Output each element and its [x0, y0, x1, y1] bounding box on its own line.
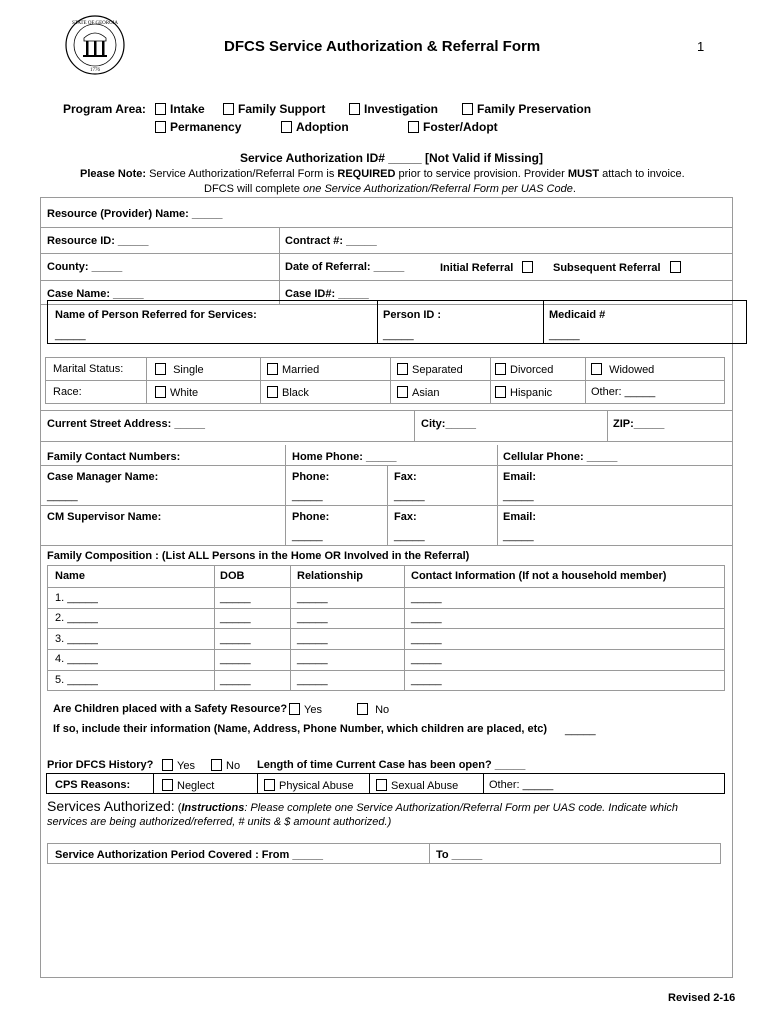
cps-option-physical-abuse[interactable]: Physical Abuse [264, 779, 354, 792]
prior-history-label: Prior DFCS History? [47, 759, 154, 771]
checkbox-icon [155, 103, 166, 115]
checkbox-icon [357, 703, 368, 715]
family-row-contact[interactable]: _____ [411, 633, 442, 645]
program-option-investigation[interactable]: Investigation [349, 102, 438, 116]
family-row-contact[interactable]: _____ [411, 653, 442, 665]
case-id-field[interactable]: Case ID#: _____ [285, 288, 369, 300]
checkbox-icon [349, 103, 360, 115]
program-area-label: Program Area: [63, 102, 146, 116]
supervisor-fax-input[interactable]: _____ [394, 530, 425, 542]
supervisor-email-input[interactable]: _____ [503, 530, 534, 542]
cm-email-label: Email: [503, 471, 537, 483]
checkbox-icon [495, 386, 506, 398]
family-row-contact[interactable]: _____ [411, 612, 442, 624]
family-contact-label: Family Contact Numbers: [47, 451, 181, 463]
family-row-relationship[interactable]: _____ [297, 592, 328, 604]
family-row-name[interactable]: 1. _____ [55, 592, 98, 604]
checkbox-icon [155, 121, 166, 133]
checkbox-icon [397, 386, 408, 398]
services-authorized-line: Services Authorized: (Instructions: Please complete one Service Authorization/Referral Form per UAS code. Indicate which [47, 798, 679, 814]
contract-field[interactable]: Contract #: _____ [285, 235, 377, 247]
family-row-name[interactable]: 2. _____ [55, 612, 98, 624]
marital-option-married[interactable]: Married [267, 363, 319, 376]
cm-fax-label: Fax: [394, 471, 417, 483]
marital-option-divorced[interactable]: Divorced [495, 363, 553, 376]
program-option-family-preservation[interactable]: Family Preservation [462, 102, 591, 116]
family-row-name[interactable]: 4. _____ [55, 653, 98, 665]
col-header-relationship: Relationship [297, 570, 364, 582]
program-option-intake[interactable]: Intake [155, 102, 205, 116]
family-composition-heading: Family Composition : (List ALL Persons in the Home OR Involved in the Referral) [47, 550, 470, 562]
cm-phone-input[interactable]: _____ [292, 490, 323, 502]
race-option-hispanic[interactable]: Hispanic [495, 386, 552, 399]
program-option-foster-adopt[interactable]: Foster/Adopt [408, 120, 498, 134]
safety-resource-question: Are Children placed with a Safety Resource? [53, 703, 288, 715]
safety-yes-option[interactable]: Yes [289, 703, 322, 716]
checkbox-icon [289, 703, 300, 715]
person-id-label: Person ID : [383, 309, 442, 321]
family-row-relationship[interactable]: _____ [297, 674, 328, 686]
form-title: DFCS Service Authorization & Referral Form [224, 38, 541, 55]
cm-fax-input[interactable]: _____ [394, 490, 425, 502]
family-row-name[interactable]: 3. _____ [55, 633, 98, 645]
safety-followup-text: If so, include their information (Name, Address, Phone Number, which children are placed, etc) [53, 723, 548, 735]
family-row-dob[interactable]: _____ [220, 612, 251, 624]
cps-reasons-label: CPS Reasons: [55, 779, 131, 791]
checkbox-icon [223, 103, 234, 115]
georgia-state-seal [64, 14, 126, 76]
checkbox-icon [267, 363, 278, 375]
family-row-dob[interactable]: _____ [220, 592, 251, 604]
revision-label: Revised 2-16 [668, 992, 736, 1004]
race-option-asian[interactable]: Asian [397, 386, 440, 399]
person-id-input[interactable]: _____ [383, 329, 414, 341]
cell-phone-field[interactable]: Cellular Phone: _____ [503, 451, 618, 463]
cm-email-input[interactable]: _____ [503, 490, 534, 502]
checkbox-icon [155, 386, 166, 398]
program-option-family-support[interactable]: Family Support [223, 102, 325, 116]
col-header-contact-info: Contact Information (If not a household member) [411, 570, 667, 582]
checkbox-icon [281, 121, 292, 133]
supervisor-fax-label: Fax: [394, 511, 417, 523]
case-name-field[interactable]: Case Name: _____ [47, 288, 144, 300]
checkbox-icon [162, 759, 173, 771]
marital-option-single[interactable]: Single [155, 363, 204, 376]
case-manager-label: Case Manager Name: [47, 471, 159, 483]
subsequent-referral-option[interactable]: Subsequent Referral [553, 261, 685, 274]
family-row-dob[interactable]: _____ [220, 674, 251, 686]
uas-code-note: DFCS will complete one Service Authorization/Referral Form per UAS Code. [204, 183, 576, 195]
family-row-contact[interactable]: _____ [411, 674, 442, 686]
case-manager-input[interactable]: _____ [47, 490, 78, 502]
checkbox-icon [162, 779, 173, 791]
date-of-referral-field[interactable]: Date of Referral: _____ [285, 261, 405, 273]
period-from-field[interactable]: Service Authorization Period Covered : From _____ [55, 849, 323, 861]
history-no-option[interactable]: No [211, 759, 240, 772]
checkbox-icon [591, 363, 602, 375]
medicaid-input[interactable]: _____ [549, 329, 580, 341]
family-row-dob[interactable]: _____ [220, 633, 251, 645]
checkbox-icon [267, 386, 278, 398]
checkbox-icon [211, 759, 222, 771]
safety-no-option[interactable]: No [357, 703, 389, 716]
city-field[interactable]: City:_____ [421, 418, 477, 430]
family-row-relationship[interactable]: _____ [297, 612, 328, 624]
zip-field[interactable]: ZIP:_____ [613, 418, 665, 430]
race-other-field[interactable]: Other: _____ [591, 386, 656, 398]
person-name-label: Name of Person Referred for Services: [55, 309, 257, 321]
checkbox-icon [670, 261, 681, 273]
checkbox-icon [462, 103, 473, 115]
safety-info-input[interactable]: _____ [565, 724, 596, 736]
family-row-name[interactable]: 5. _____ [55, 674, 98, 686]
medicaid-label: Medicaid # [549, 309, 606, 321]
services-instructions-line2: services are being authorized/referred, # units & $ amount authorized.) [47, 816, 392, 828]
checkbox-icon [264, 779, 275, 791]
family-row-relationship[interactable]: _____ [297, 633, 328, 645]
col-header-dob: DOB [220, 570, 245, 582]
period-to-field[interactable]: To _____ [436, 849, 483, 861]
supervisor-phone-input[interactable]: _____ [292, 530, 323, 542]
person-name-input[interactable]: _____ [55, 329, 86, 341]
supervisor-email-label: Email: [503, 511, 537, 523]
resource-id-field[interactable]: Resource ID: _____ [47, 235, 149, 247]
race-option-white[interactable]: White [155, 386, 198, 399]
cm-supervisor-label: CM Supervisor Name: [47, 511, 162, 523]
col-header-name: Name [55, 570, 85, 582]
initial-referral-option[interactable]: Initial Referral [440, 261, 537, 274]
marital-option-separated[interactable]: Separated [397, 363, 463, 376]
history-yes-option[interactable]: Yes [162, 759, 195, 772]
case-length-field[interactable]: Length of time Current Case has been open? _____ [257, 759, 526, 771]
race-label: Race: [53, 386, 82, 398]
checkbox-icon [522, 261, 533, 273]
race-option-black[interactable]: Black [267, 386, 309, 399]
cps-option-sexual-abuse[interactable]: Sexual Abuse [376, 779, 458, 792]
checkbox-icon [408, 121, 419, 133]
authorization-id-line: Service Authorization ID# _____ [Not Valid if Missing] [240, 151, 543, 165]
please-note-line: Please Note: Service Authorization/Referral Form is REQUIRED prior to service provision. Provider MUST attach to invoice. [80, 168, 685, 180]
page-number: 1 [697, 39, 705, 54]
program-option-permanency[interactable]: Permanency [155, 120, 241, 134]
checkbox-icon [397, 363, 408, 375]
supervisor-phone-label: Phone: [292, 511, 330, 523]
home-phone-field[interactable]: Home Phone: _____ [292, 451, 397, 463]
family-row-relationship[interactable]: _____ [297, 653, 328, 665]
cm-phone-label: Phone: [292, 471, 330, 483]
family-row-dob[interactable]: _____ [220, 653, 251, 665]
checkbox-icon [495, 363, 506, 375]
checkbox-icon [376, 779, 387, 791]
svg-text:STATE OF GEORGIA: STATE OF GEORGIA [72, 21, 118, 26]
marital-option-widowed[interactable]: Widowed [591, 363, 654, 376]
checkbox-icon [155, 363, 166, 375]
marital-status-label: Marital Status: [53, 363, 124, 375]
cps-option-neglect[interactable]: Neglect [162, 779, 214, 792]
family-row-contact[interactable]: _____ [411, 592, 442, 604]
street-address-field[interactable]: Current Street Address: _____ [47, 418, 205, 430]
program-option-adoption[interactable]: Adoption [281, 120, 349, 134]
svg-text:1776: 1776 [90, 68, 100, 73]
cps-other-field[interactable]: Other: _____ [489, 779, 554, 791]
resource-name-field[interactable]: Resource (Provider) Name: _____ [47, 208, 223, 220]
county-field[interactable]: County: _____ [47, 261, 123, 273]
